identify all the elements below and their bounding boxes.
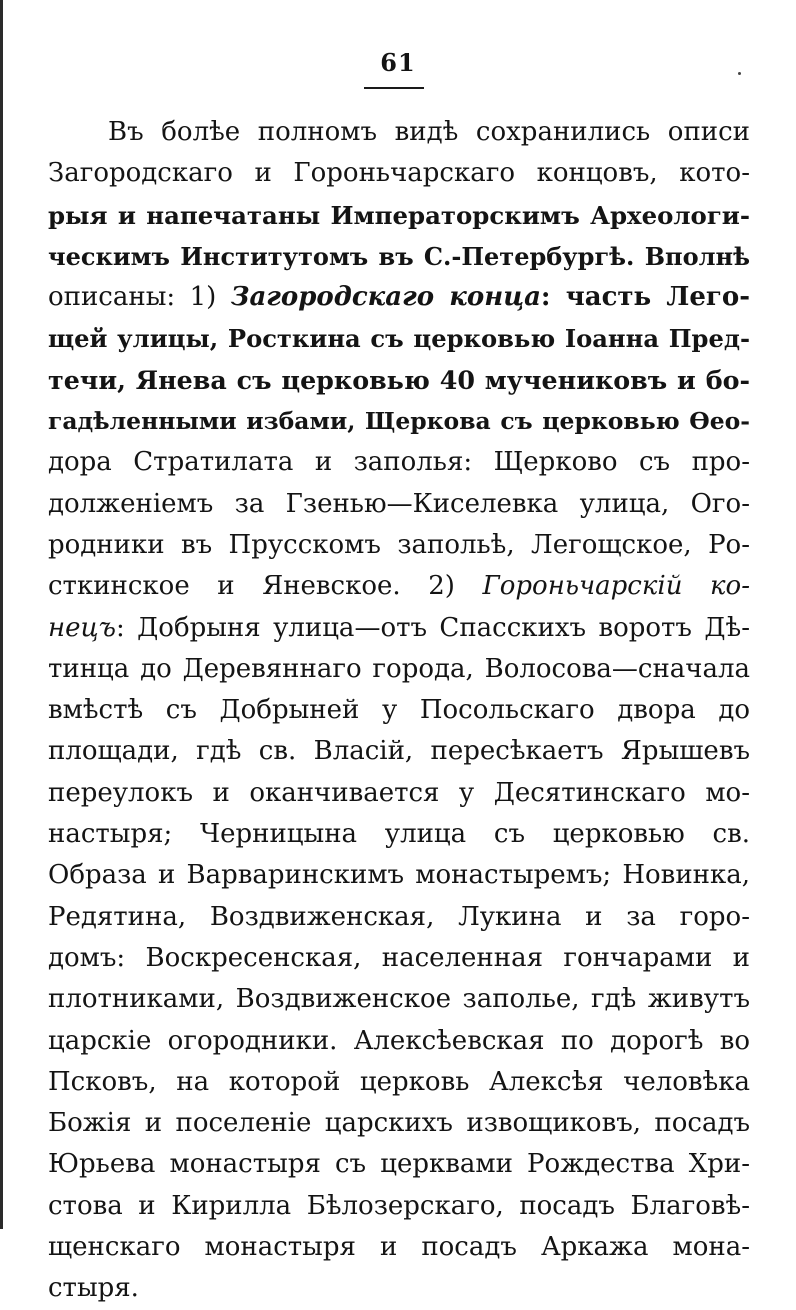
print-speck [738,72,741,75]
text-line [48,1186,750,1227]
page-number-rule [364,87,424,89]
text-line [48,979,750,1020]
text-run: описаны: 1) [48,282,231,313]
text-run-italic: Гороньчарскій ко- [482,571,750,602]
text-run: щенскаго монастыря и посадъ Аркажа мона- [48,1232,750,1263]
text-line [48,401,750,442]
text-run: стова и Кирилла Бѣлозерскаго, посадъ Благовѣ- [48,1190,750,1221]
text-line [48,731,750,772]
text-line [48,773,750,814]
text-run: сткинское и Яневское. 2) [48,571,483,602]
text-run-italic: нецъ [48,612,116,643]
text-line [48,855,750,896]
text-run: Въ болѣе полномъ видѣ сохранились описи [108,117,750,147]
text-line [48,360,750,401]
text-run: родники въ Прусскомъ запольѣ, Легощское, Ро- [48,529,750,560]
text-run: : часть Лего- [540,282,750,313]
text-body [48,112,750,1310]
text-run: долженіемъ за Гзенью—Киселевка улица, Ого- [48,488,750,519]
text-line [48,814,750,855]
text-run: настыря; Черницына улица съ церковью св. [48,819,750,850]
text-line [48,938,750,979]
text-run: Псковъ, на которой церковь Алексѣя человѣка [48,1066,750,1097]
text-run: царскіе огородники. Алексѣевская по дорогѣ во [48,1025,750,1056]
text-line [48,1062,750,1103]
text-run: рыя и напечатаны Императорскимъ Археологи- [48,200,750,230]
text-line [48,566,750,607]
text-run-italic: Загородскаго конца [230,282,541,313]
page-number: 61 [380,48,416,77]
text-run: Юрьева монастыря съ церквами Рождества Хри- [48,1149,750,1180]
text-run: вмѣстѣ съ Добрыней у Посольскаго двора до [48,695,750,726]
text-line [48,649,750,690]
text-line [48,195,750,236]
text-line [48,1268,750,1309]
text-run: стыря. [48,1273,139,1304]
text-line [48,277,750,318]
text-run: тинца до Деревяннаго города, Волосова—сначала [48,653,750,684]
text-run: плотниками, Воздвиженское заполье, гдѣ живутъ [48,984,750,1015]
text-line [48,1227,750,1268]
text-run: : Добрыня улица—отъ Спасскихъ воротъ Дѣ- [115,612,750,643]
text-line [48,1144,750,1185]
text-run: переулокъ и оканчивается у Десятинскаго мо- [48,777,750,808]
text-line [48,442,750,483]
text-line [48,112,750,153]
text-run: Божія и поселеніе царскихъ извощиковъ, посадъ [48,1108,750,1139]
text-run: домъ: Воскресенская, населенная гончарами и [48,942,750,973]
text-run: дора Стратилата и заполья: Щерково съ про- [48,447,750,478]
text-run: ческимъ Институтомъ въ С.-Петербургѣ. Вполнѣ [48,241,750,271]
text-line [48,525,750,566]
text-line [48,484,750,525]
text-run: щей улицы, Росткина съ церковью Іоанна Пред- [48,324,750,354]
text-line [48,236,750,277]
text-line [48,1103,750,1144]
text-line [48,1021,750,1062]
text-run: Редятина, Воздвиженская, Лукина и за горо- [48,901,750,932]
text-run: течи, Янева съ церковью 40 мучениковъ и бо- [48,364,750,395]
text-run: Образа и Варваринскимъ монастыремъ; Новинка, [48,860,750,891]
text-line [48,608,750,649]
text-line [48,153,750,194]
page-left-edge [0,0,3,1229]
text-run: гадѣленными избами, Щеркова съ церковью Ѳео- [48,407,750,436]
text-line [48,897,750,938]
text-run: Загородскаго и Гороньчарскаго концовъ, кото- [48,158,750,189]
text-line [48,318,750,359]
text-line [48,690,750,731]
text-run: площади, гдѣ св. Власій, пересѣкаетъ Ярышевъ [48,736,750,767]
